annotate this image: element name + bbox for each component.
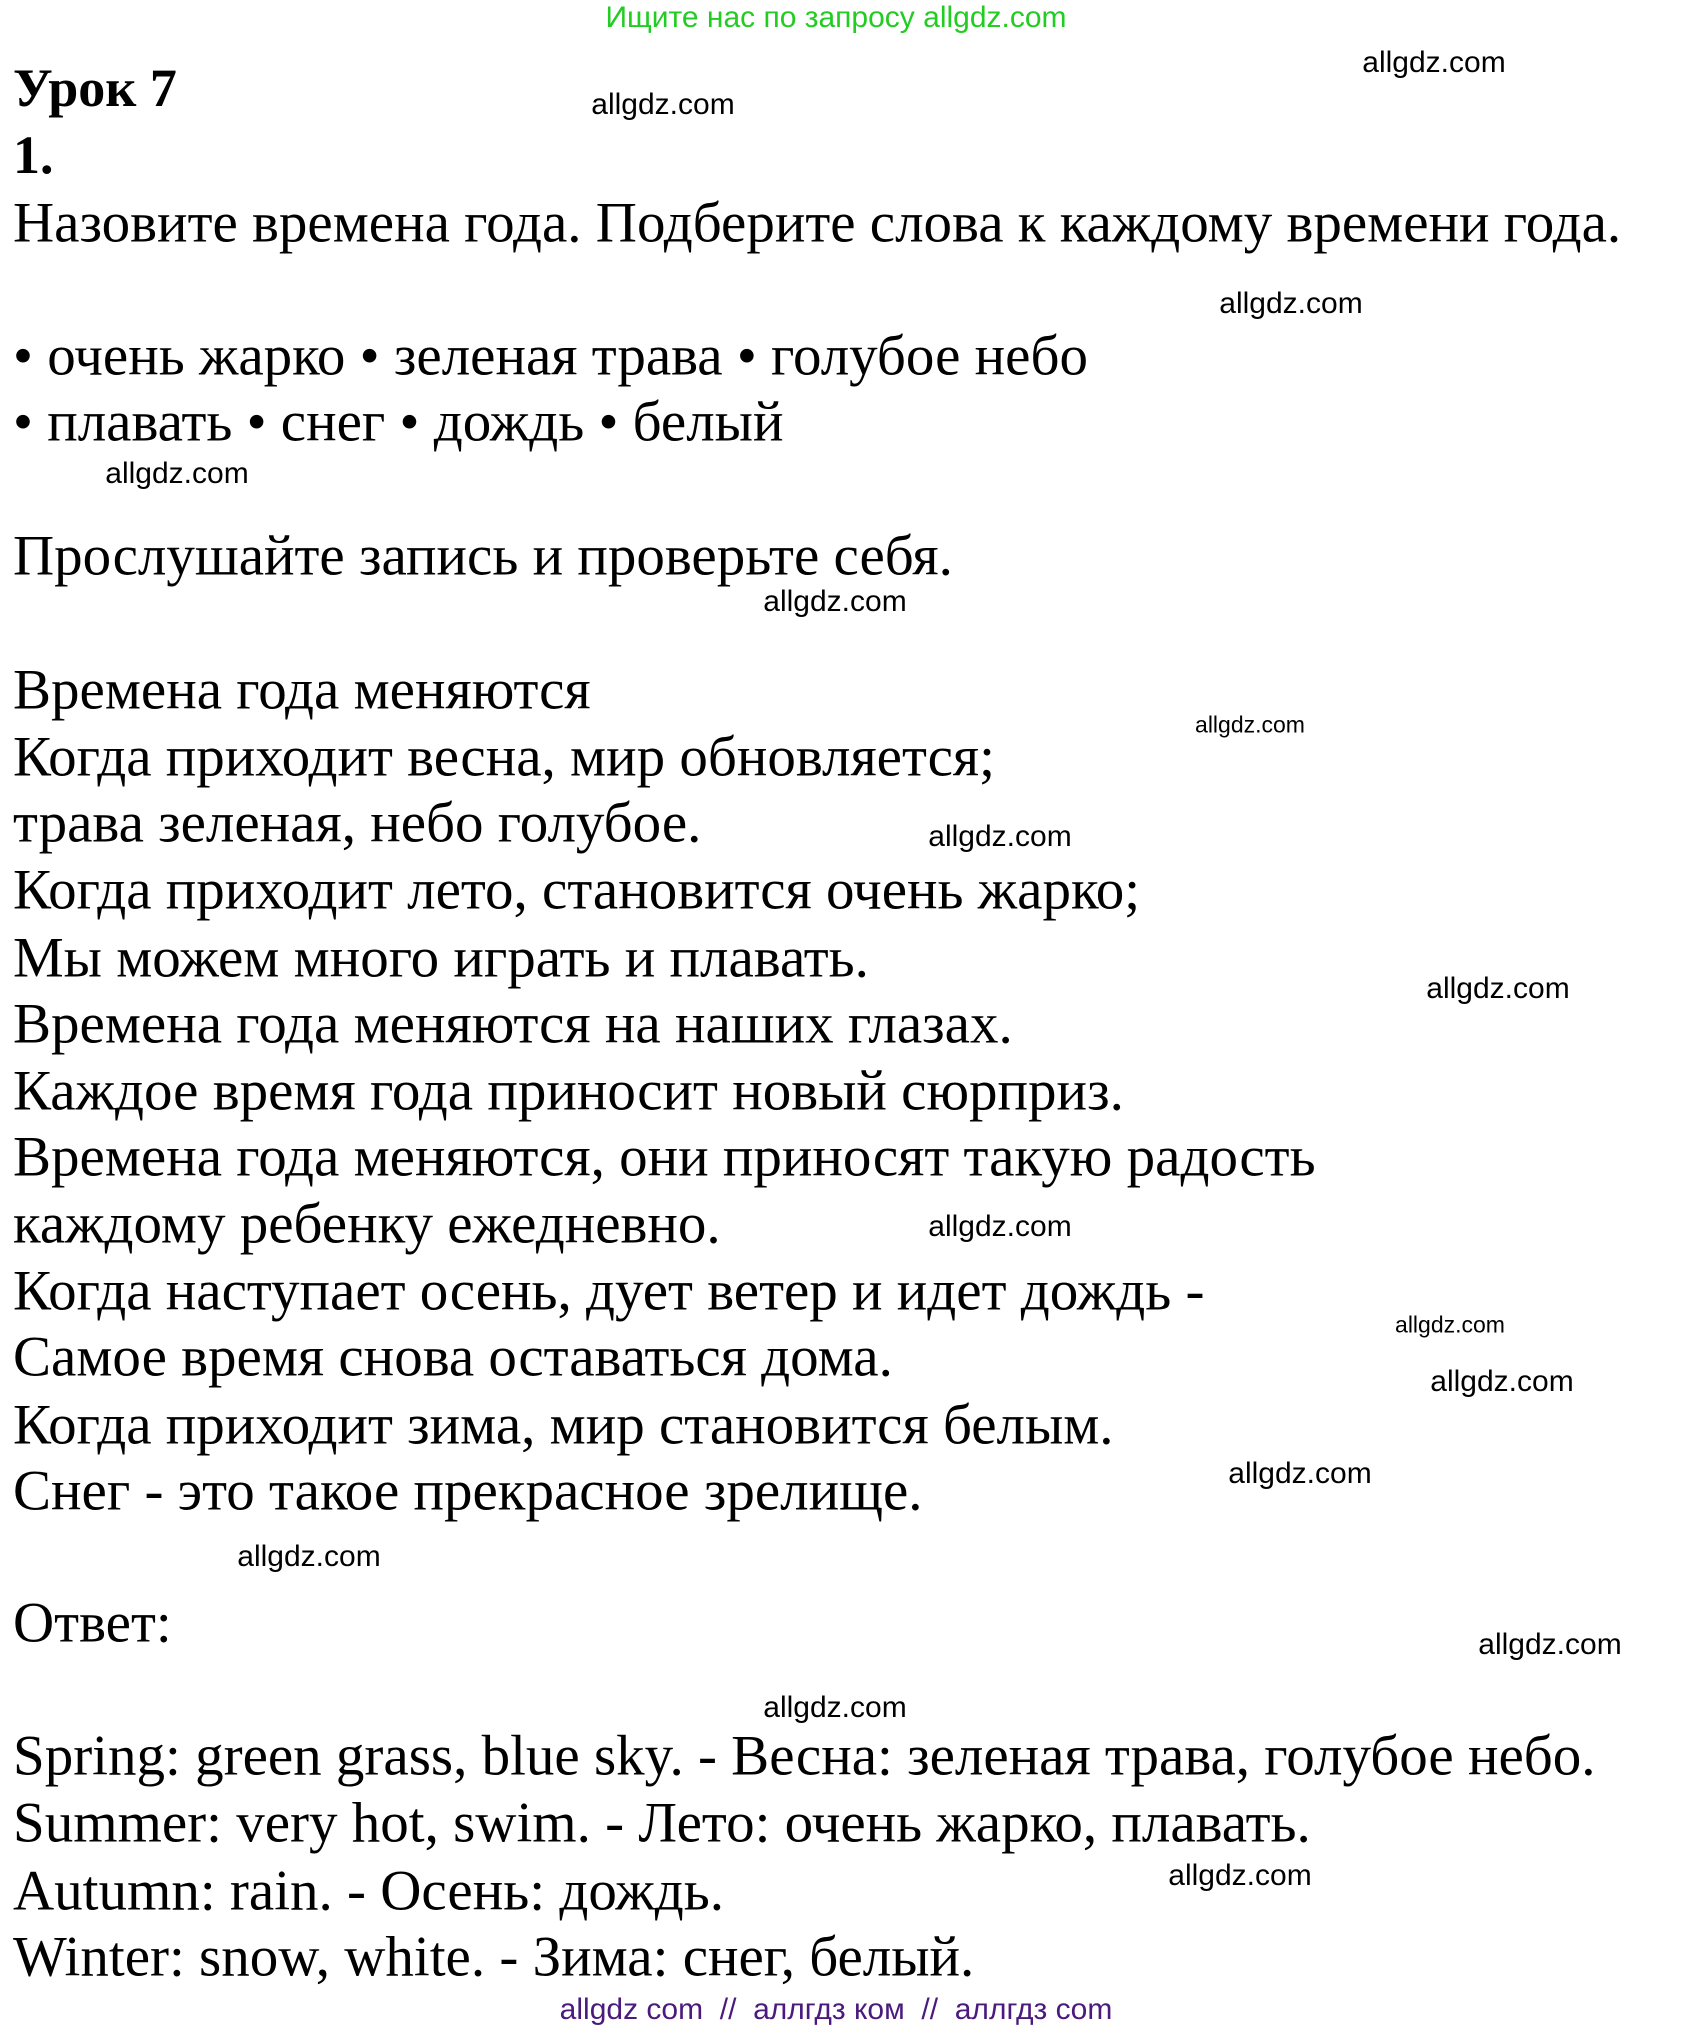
top-banner: Ищите нас по запросу allgdz.com [605, 1, 1067, 34]
watermark: allgdz.com [1228, 1457, 1372, 1490]
answer-line: Autumn: rain. - Осень: дождь. [13, 1859, 725, 1923]
watermark: allgdz.com [763, 1691, 907, 1724]
watermark: allgdz.com [928, 1210, 1072, 1243]
word-line: • очень жарко • зеленая трава • голубое небо [13, 324, 1088, 388]
watermark: allgdz.com [1395, 1311, 1505, 1338]
task-text: Назовите времена года. Подберите слова к каждому времени года. [13, 191, 1622, 255]
watermark: allgdz.com [1168, 1859, 1312, 1892]
poem-line: трава зеленая, небо голубое. [13, 791, 702, 855]
footer-watermark: allgdz com // аллгдз ком // аллгдз com [559, 1993, 1113, 2026]
watermark: allgdz.com [1478, 1628, 1622, 1661]
poem-line: Мы можем много играть и плавать. [13, 926, 869, 990]
listen-instruction: Прослушайте запись и проверьте себя. [13, 524, 953, 588]
watermark: allgdz.com [928, 820, 1072, 853]
watermark: allgdz.com [763, 585, 907, 618]
poem-line: Когда приходит весна, мир обновляется; [13, 725, 995, 789]
poem-line: Самое время снова оставаться дома. [13, 1325, 893, 1389]
answer-label: Ответ: [13, 1591, 172, 1655]
poem-line: Когда приходит лето, становится очень жарко; [13, 858, 1141, 922]
watermark: allgdz.com [1195, 711, 1305, 738]
watermark: allgdz.com [1430, 1365, 1574, 1398]
watermark: allgdz.com [105, 457, 249, 490]
poem-line: Времена года меняются на наших глазах. [13, 992, 1013, 1056]
watermark: allgdz.com [1219, 287, 1363, 320]
answer-line: Winter: snow, white. - Зима: снег, белый. [13, 1925, 975, 1989]
poem-line: Времена года меняются, они приносят такую радость [13, 1125, 1316, 1189]
watermark: allgdz.com [237, 1540, 381, 1573]
answer-line: Spring: green grass, blue sky. - Весна: зеленая трава, голубое небо. [13, 1724, 1596, 1788]
poem-line: Снег - это такое прекрасное зрелище. [13, 1459, 923, 1523]
watermark: allgdz.com [1362, 46, 1506, 79]
lesson-heading: Урок 7 [13, 58, 177, 118]
poem-line: Когда наступает осень, дует ветер и идет дождь - [13, 1259, 1205, 1323]
word-line: • плавать • снег • дождь • белый [13, 390, 784, 454]
poem-line: Каждое время года приносит новый сюрприз. [13, 1059, 1124, 1123]
exercise-number: 1. [13, 125, 54, 185]
watermark: allgdz.com [591, 88, 735, 121]
answer-line: Summer: very hot, swim. - Лето: очень жарко, плавать. [13, 1791, 1311, 1855]
watermark: allgdz.com [1426, 972, 1570, 1005]
poem-line: каждому ребенку ежедневно. [13, 1192, 721, 1256]
poem-line: Когда приходит зима, мир становится белым. [13, 1393, 1114, 1457]
poem-line: Времена года меняются [13, 658, 591, 722]
